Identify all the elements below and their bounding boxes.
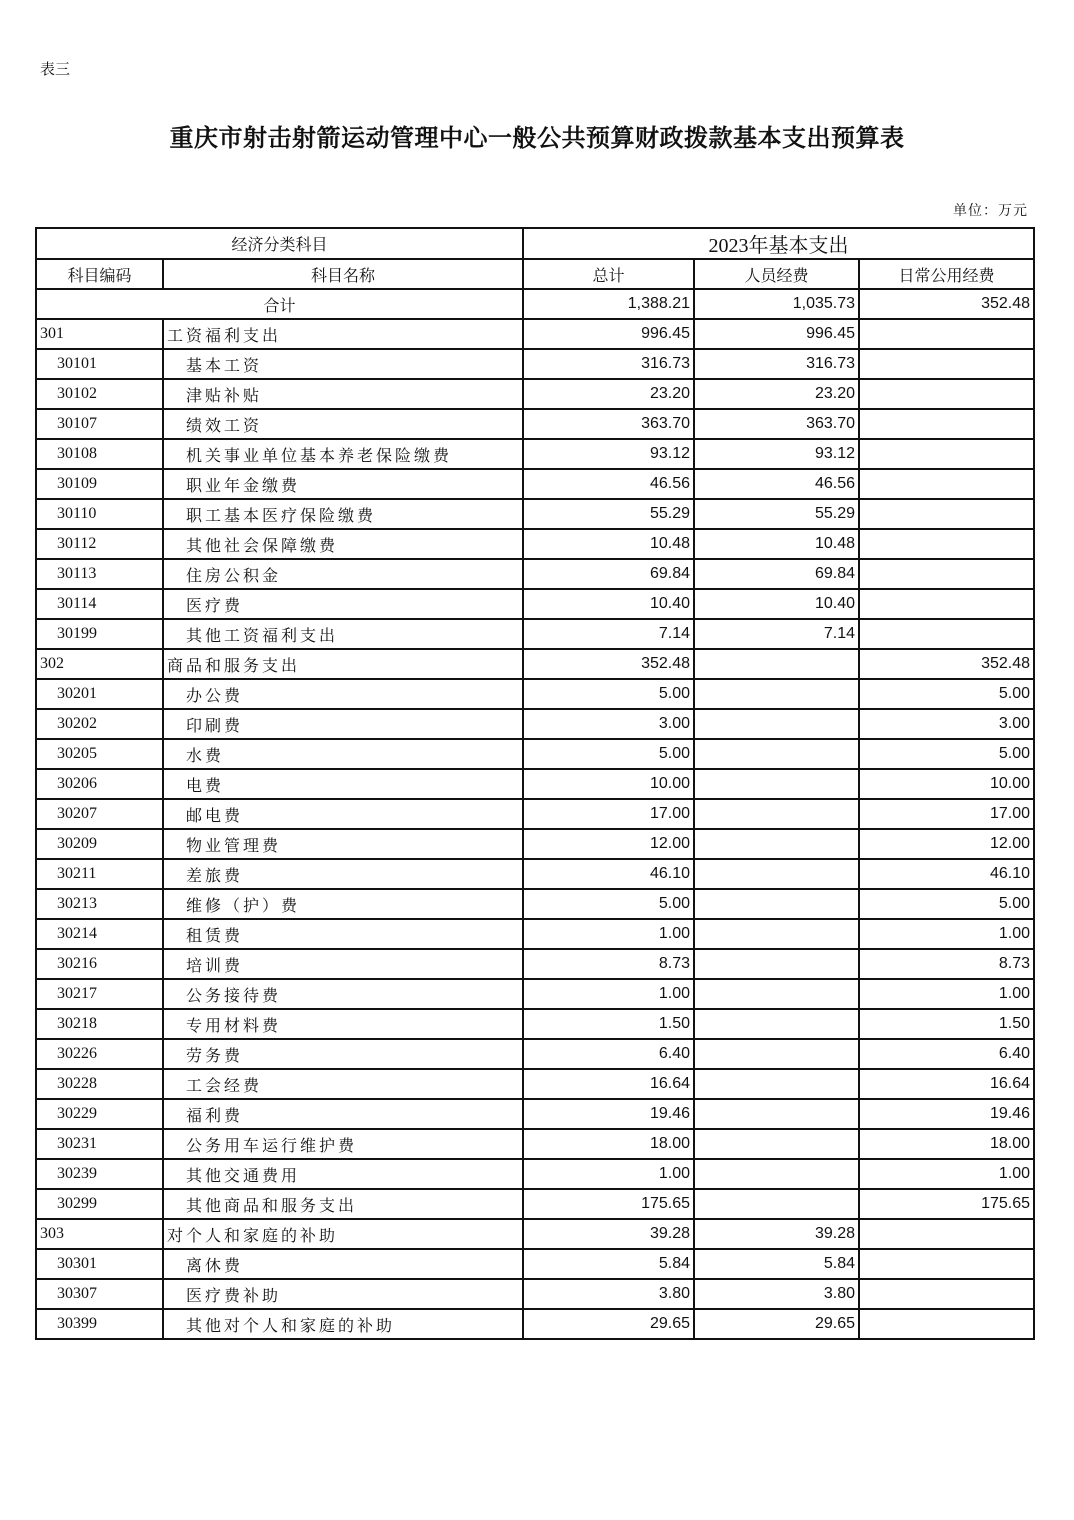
header-2023-basic-expenditure: 2023年基本支出 xyxy=(523,228,1034,259)
row-public: 17.00 xyxy=(859,799,1034,829)
row-personnel xyxy=(694,649,859,679)
row-personnel xyxy=(694,1069,859,1099)
table-row xyxy=(36,739,1034,769)
table-row xyxy=(36,919,1034,949)
row-total: 3.80 xyxy=(523,1279,694,1309)
row-total: 55.29 xyxy=(523,499,694,529)
row-personnel xyxy=(694,1129,859,1159)
row-total: 23.20 xyxy=(523,379,694,409)
row-public xyxy=(859,499,1034,529)
table-row xyxy=(36,1249,1034,1279)
row-public xyxy=(859,319,1034,349)
row-code: 30214 xyxy=(36,919,163,949)
row-total: 3.00 xyxy=(523,709,694,739)
row-name: 职业年金缴费 xyxy=(163,469,523,499)
table-row xyxy=(36,1189,1034,1219)
table-row xyxy=(36,799,1034,829)
row-name: 印刷费 xyxy=(163,709,523,739)
row-public xyxy=(859,439,1034,469)
row-name: 福利费 xyxy=(163,1099,523,1129)
row-total: 1.00 xyxy=(523,919,694,949)
row-name: 水费 xyxy=(163,739,523,769)
row-personnel: 69.84 xyxy=(694,559,859,589)
row-code: 30107 xyxy=(36,409,163,439)
table-row xyxy=(36,709,1034,739)
row-personnel xyxy=(694,979,859,1009)
row-name: 其他对个人和家庭的补助 xyxy=(163,1309,523,1339)
document-title: 重庆市射击射箭运动管理中心一般公共预算财政拨款基本支出预算表 xyxy=(169,123,905,152)
row-total: 46.56 xyxy=(523,469,694,499)
row-total: 12.00 xyxy=(523,829,694,859)
row-total: 93.12 xyxy=(523,439,694,469)
row-personnel: 93.12 xyxy=(694,439,859,469)
row-code: 30307 xyxy=(36,1279,163,1309)
row-public: 352.48 xyxy=(859,649,1034,679)
row-public: 3.00 xyxy=(859,709,1034,739)
row-name: 医疗费 xyxy=(163,589,523,619)
row-public xyxy=(859,1279,1034,1309)
row-name: 基本工资 xyxy=(163,349,523,379)
row-code: 30199 xyxy=(36,619,163,649)
row-code: 30211 xyxy=(36,859,163,889)
row-personnel xyxy=(694,1009,859,1039)
row-public: 10.00 xyxy=(859,769,1034,799)
row-public xyxy=(859,1309,1034,1339)
row-public: 46.10 xyxy=(859,859,1034,889)
category-row xyxy=(36,319,1034,349)
row-total: 10.48 xyxy=(523,529,694,559)
row-name: 公务用车运行维护费 xyxy=(163,1129,523,1159)
row-personnel xyxy=(694,709,859,739)
row-total: 10.40 xyxy=(523,589,694,619)
row-name: 劳务费 xyxy=(163,1039,523,1069)
row-name: 医疗费补助 xyxy=(163,1279,523,1309)
row-code: 30109 xyxy=(36,469,163,499)
row-code: 30209 xyxy=(36,829,163,859)
row-public xyxy=(859,409,1034,439)
row-public: 16.64 xyxy=(859,1069,1034,1099)
column-header-row xyxy=(36,259,1034,289)
table-row xyxy=(36,439,1034,469)
row-public xyxy=(859,1249,1034,1279)
row-total: 1.00 xyxy=(523,1159,694,1189)
row-total: 19.46 xyxy=(523,1099,694,1129)
row-code: 30108 xyxy=(36,439,163,469)
row-total: 996.45 xyxy=(523,319,694,349)
row-total: 5.00 xyxy=(523,679,694,709)
row-total: 10.00 xyxy=(523,769,694,799)
row-public xyxy=(859,469,1034,499)
row-name: 津贴补贴 xyxy=(163,379,523,409)
row-code: 30110 xyxy=(36,499,163,529)
row-code: 30101 xyxy=(36,349,163,379)
table-row xyxy=(36,379,1034,409)
table-row xyxy=(36,499,1034,529)
row-name: 工会经费 xyxy=(163,1069,523,1099)
row-personnel: 23.20 xyxy=(694,379,859,409)
table-row xyxy=(36,1039,1034,1069)
unit-label: 单位：万元 xyxy=(953,203,1028,219)
row-code: 30112 xyxy=(36,529,163,559)
row-name: 工资福利支出 xyxy=(163,319,523,349)
row-name: 其他商品和服务支出 xyxy=(163,1189,523,1219)
row-personnel xyxy=(694,799,859,829)
row-name: 差旅费 xyxy=(163,859,523,889)
row-public xyxy=(859,619,1034,649)
row-personnel: 3.80 xyxy=(694,1279,859,1309)
row-name: 其他社会保障缴费 xyxy=(163,529,523,559)
row-total: 175.65 xyxy=(523,1189,694,1219)
row-personnel: 363.70 xyxy=(694,409,859,439)
row-public: 5.00 xyxy=(859,889,1034,919)
row-total: 18.00 xyxy=(523,1129,694,1159)
row-personnel xyxy=(694,919,859,949)
row-public: 19.46 xyxy=(859,1099,1034,1129)
row-total: 29.65 xyxy=(523,1309,694,1339)
row-personnel xyxy=(694,1099,859,1129)
row-personnel xyxy=(694,1189,859,1219)
header-economic-classification: 经济分类科目 xyxy=(36,228,523,259)
row-name: 专用材料费 xyxy=(163,1009,523,1039)
row-public xyxy=(859,349,1034,379)
grand-total-label: 合计 xyxy=(36,289,523,319)
row-personnel xyxy=(694,679,859,709)
row-name: 商品和服务支出 xyxy=(163,649,523,679)
row-code: 30217 xyxy=(36,979,163,1009)
row-name: 租赁费 xyxy=(163,919,523,949)
row-personnel: 10.48 xyxy=(694,529,859,559)
row-name: 绩效工资 xyxy=(163,409,523,439)
row-public xyxy=(859,559,1034,589)
row-personnel: 55.29 xyxy=(694,499,859,529)
row-name: 培训费 xyxy=(163,949,523,979)
table-row xyxy=(36,859,1034,889)
row-public: 12.00 xyxy=(859,829,1034,859)
row-public: 6.40 xyxy=(859,1039,1034,1069)
row-code: 30202 xyxy=(36,709,163,739)
row-total: 5.84 xyxy=(523,1249,694,1279)
table-row xyxy=(36,889,1034,919)
row-code: 302 xyxy=(36,649,163,679)
row-personnel: 7.14 xyxy=(694,619,859,649)
row-personnel xyxy=(694,1159,859,1189)
table-row xyxy=(36,1309,1034,1339)
row-total: 316.73 xyxy=(523,349,694,379)
row-code: 30239 xyxy=(36,1159,163,1189)
table-row xyxy=(36,949,1034,979)
row-code: 30228 xyxy=(36,1069,163,1099)
category-row xyxy=(36,649,1034,679)
table-row xyxy=(36,1159,1034,1189)
table-row xyxy=(36,559,1034,589)
table-row xyxy=(36,589,1034,619)
table-row xyxy=(36,769,1034,799)
row-public: 18.00 xyxy=(859,1129,1034,1159)
row-public xyxy=(859,379,1034,409)
row-name: 其他交通费用 xyxy=(163,1159,523,1189)
row-code: 30231 xyxy=(36,1129,163,1159)
row-total: 69.84 xyxy=(523,559,694,589)
row-name: 办公费 xyxy=(163,679,523,709)
row-personnel: 29.65 xyxy=(694,1309,859,1339)
row-personnel: 5.84 xyxy=(694,1249,859,1279)
row-total: 39.28 xyxy=(523,1219,694,1249)
row-code: 30201 xyxy=(36,679,163,709)
row-name: 对个人和家庭的补助 xyxy=(163,1219,523,1249)
row-total: 8.73 xyxy=(523,949,694,979)
row-public: 175.65 xyxy=(859,1189,1034,1219)
row-name: 其他工资福利支出 xyxy=(163,619,523,649)
table-row xyxy=(36,529,1034,559)
row-total: 17.00 xyxy=(523,799,694,829)
table-row xyxy=(36,979,1034,1009)
column-header-name: 科目名称 xyxy=(163,259,523,289)
row-code: 30102 xyxy=(36,379,163,409)
row-personnel xyxy=(694,829,859,859)
row-personnel: 316.73 xyxy=(694,349,859,379)
row-public: 1.00 xyxy=(859,919,1034,949)
table-row xyxy=(36,409,1034,439)
row-code: 30226 xyxy=(36,1039,163,1069)
row-total: 46.10 xyxy=(523,859,694,889)
table-row xyxy=(36,679,1034,709)
row-public: 5.00 xyxy=(859,739,1034,769)
row-code: 30399 xyxy=(36,1309,163,1339)
row-code: 30213 xyxy=(36,889,163,919)
table-row xyxy=(36,829,1034,859)
row-public: 8.73 xyxy=(859,949,1034,979)
table-row xyxy=(36,469,1034,499)
row-personnel xyxy=(694,769,859,799)
row-name: 电费 xyxy=(163,769,523,799)
row-personnel: 996.45 xyxy=(694,319,859,349)
row-total: 5.00 xyxy=(523,889,694,919)
row-public xyxy=(859,529,1034,559)
row-total: 7.14 xyxy=(523,619,694,649)
row-total: 363.70 xyxy=(523,409,694,439)
row-code: 30299 xyxy=(36,1189,163,1219)
row-total: 5.00 xyxy=(523,739,694,769)
row-name: 住房公积金 xyxy=(163,559,523,589)
row-total: 352.48 xyxy=(523,649,694,679)
row-personnel xyxy=(694,739,859,769)
row-code: 303 xyxy=(36,1219,163,1249)
row-code: 30229 xyxy=(36,1099,163,1129)
row-name: 物业管理费 xyxy=(163,829,523,859)
group-header-row xyxy=(36,228,1034,259)
row-total: 1.50 xyxy=(523,1009,694,1039)
row-total: 6.40 xyxy=(523,1039,694,1069)
row-public: 1.00 xyxy=(859,979,1034,1009)
row-code: 30206 xyxy=(36,769,163,799)
column-header-personnel: 人员经费 xyxy=(694,259,859,289)
row-name: 机关事业单位基本养老保险缴费 xyxy=(163,439,523,469)
row-personnel xyxy=(694,889,859,919)
row-personnel xyxy=(694,859,859,889)
category-row xyxy=(36,1219,1034,1249)
table-row xyxy=(36,349,1034,379)
row-name: 公务接待费 xyxy=(163,979,523,1009)
row-public: 1.50 xyxy=(859,1009,1034,1039)
row-personnel: 39.28 xyxy=(694,1219,859,1249)
row-personnel xyxy=(694,1039,859,1069)
row-code: 30113 xyxy=(36,559,163,589)
row-name: 离休费 xyxy=(163,1249,523,1279)
row-total: 1.00 xyxy=(523,979,694,1009)
row-code: 301 xyxy=(36,319,163,349)
row-code: 30114 xyxy=(36,589,163,619)
row-personnel xyxy=(694,949,859,979)
row-public: 5.00 xyxy=(859,679,1034,709)
table-row xyxy=(36,1099,1034,1129)
table-row xyxy=(36,619,1034,649)
column-header-public: 日常公用经费 xyxy=(859,259,1034,289)
row-code: 30207 xyxy=(36,799,163,829)
row-code: 30218 xyxy=(36,1009,163,1039)
row-name: 维修（护）费 xyxy=(163,889,523,919)
row-public xyxy=(859,589,1034,619)
row-code: 30216 xyxy=(36,949,163,979)
row-public xyxy=(859,1219,1034,1249)
grand-total-total: 1,388.21 xyxy=(523,289,694,319)
row-personnel: 46.56 xyxy=(694,469,859,499)
grand-total-public: 352.48 xyxy=(859,289,1034,319)
column-header-total: 总计 xyxy=(523,259,694,289)
row-code: 30301 xyxy=(36,1249,163,1279)
table-row xyxy=(36,1009,1034,1039)
row-total: 16.64 xyxy=(523,1069,694,1099)
row-name: 职工基本医疗保险缴费 xyxy=(163,499,523,529)
grand-total-personnel: 1,035.73 xyxy=(694,289,859,319)
table-row xyxy=(36,1129,1034,1159)
table-row xyxy=(36,1069,1034,1099)
table-number-label: 表三 xyxy=(40,60,71,78)
row-name: 邮电费 xyxy=(163,799,523,829)
table-row xyxy=(36,1279,1034,1309)
row-public: 1.00 xyxy=(859,1159,1034,1189)
column-header-code: 科目编码 xyxy=(36,259,163,289)
row-personnel: 10.40 xyxy=(694,589,859,619)
grand-total-row xyxy=(36,289,1034,319)
budget-table xyxy=(35,227,1035,1340)
row-code: 30205 xyxy=(36,739,163,769)
